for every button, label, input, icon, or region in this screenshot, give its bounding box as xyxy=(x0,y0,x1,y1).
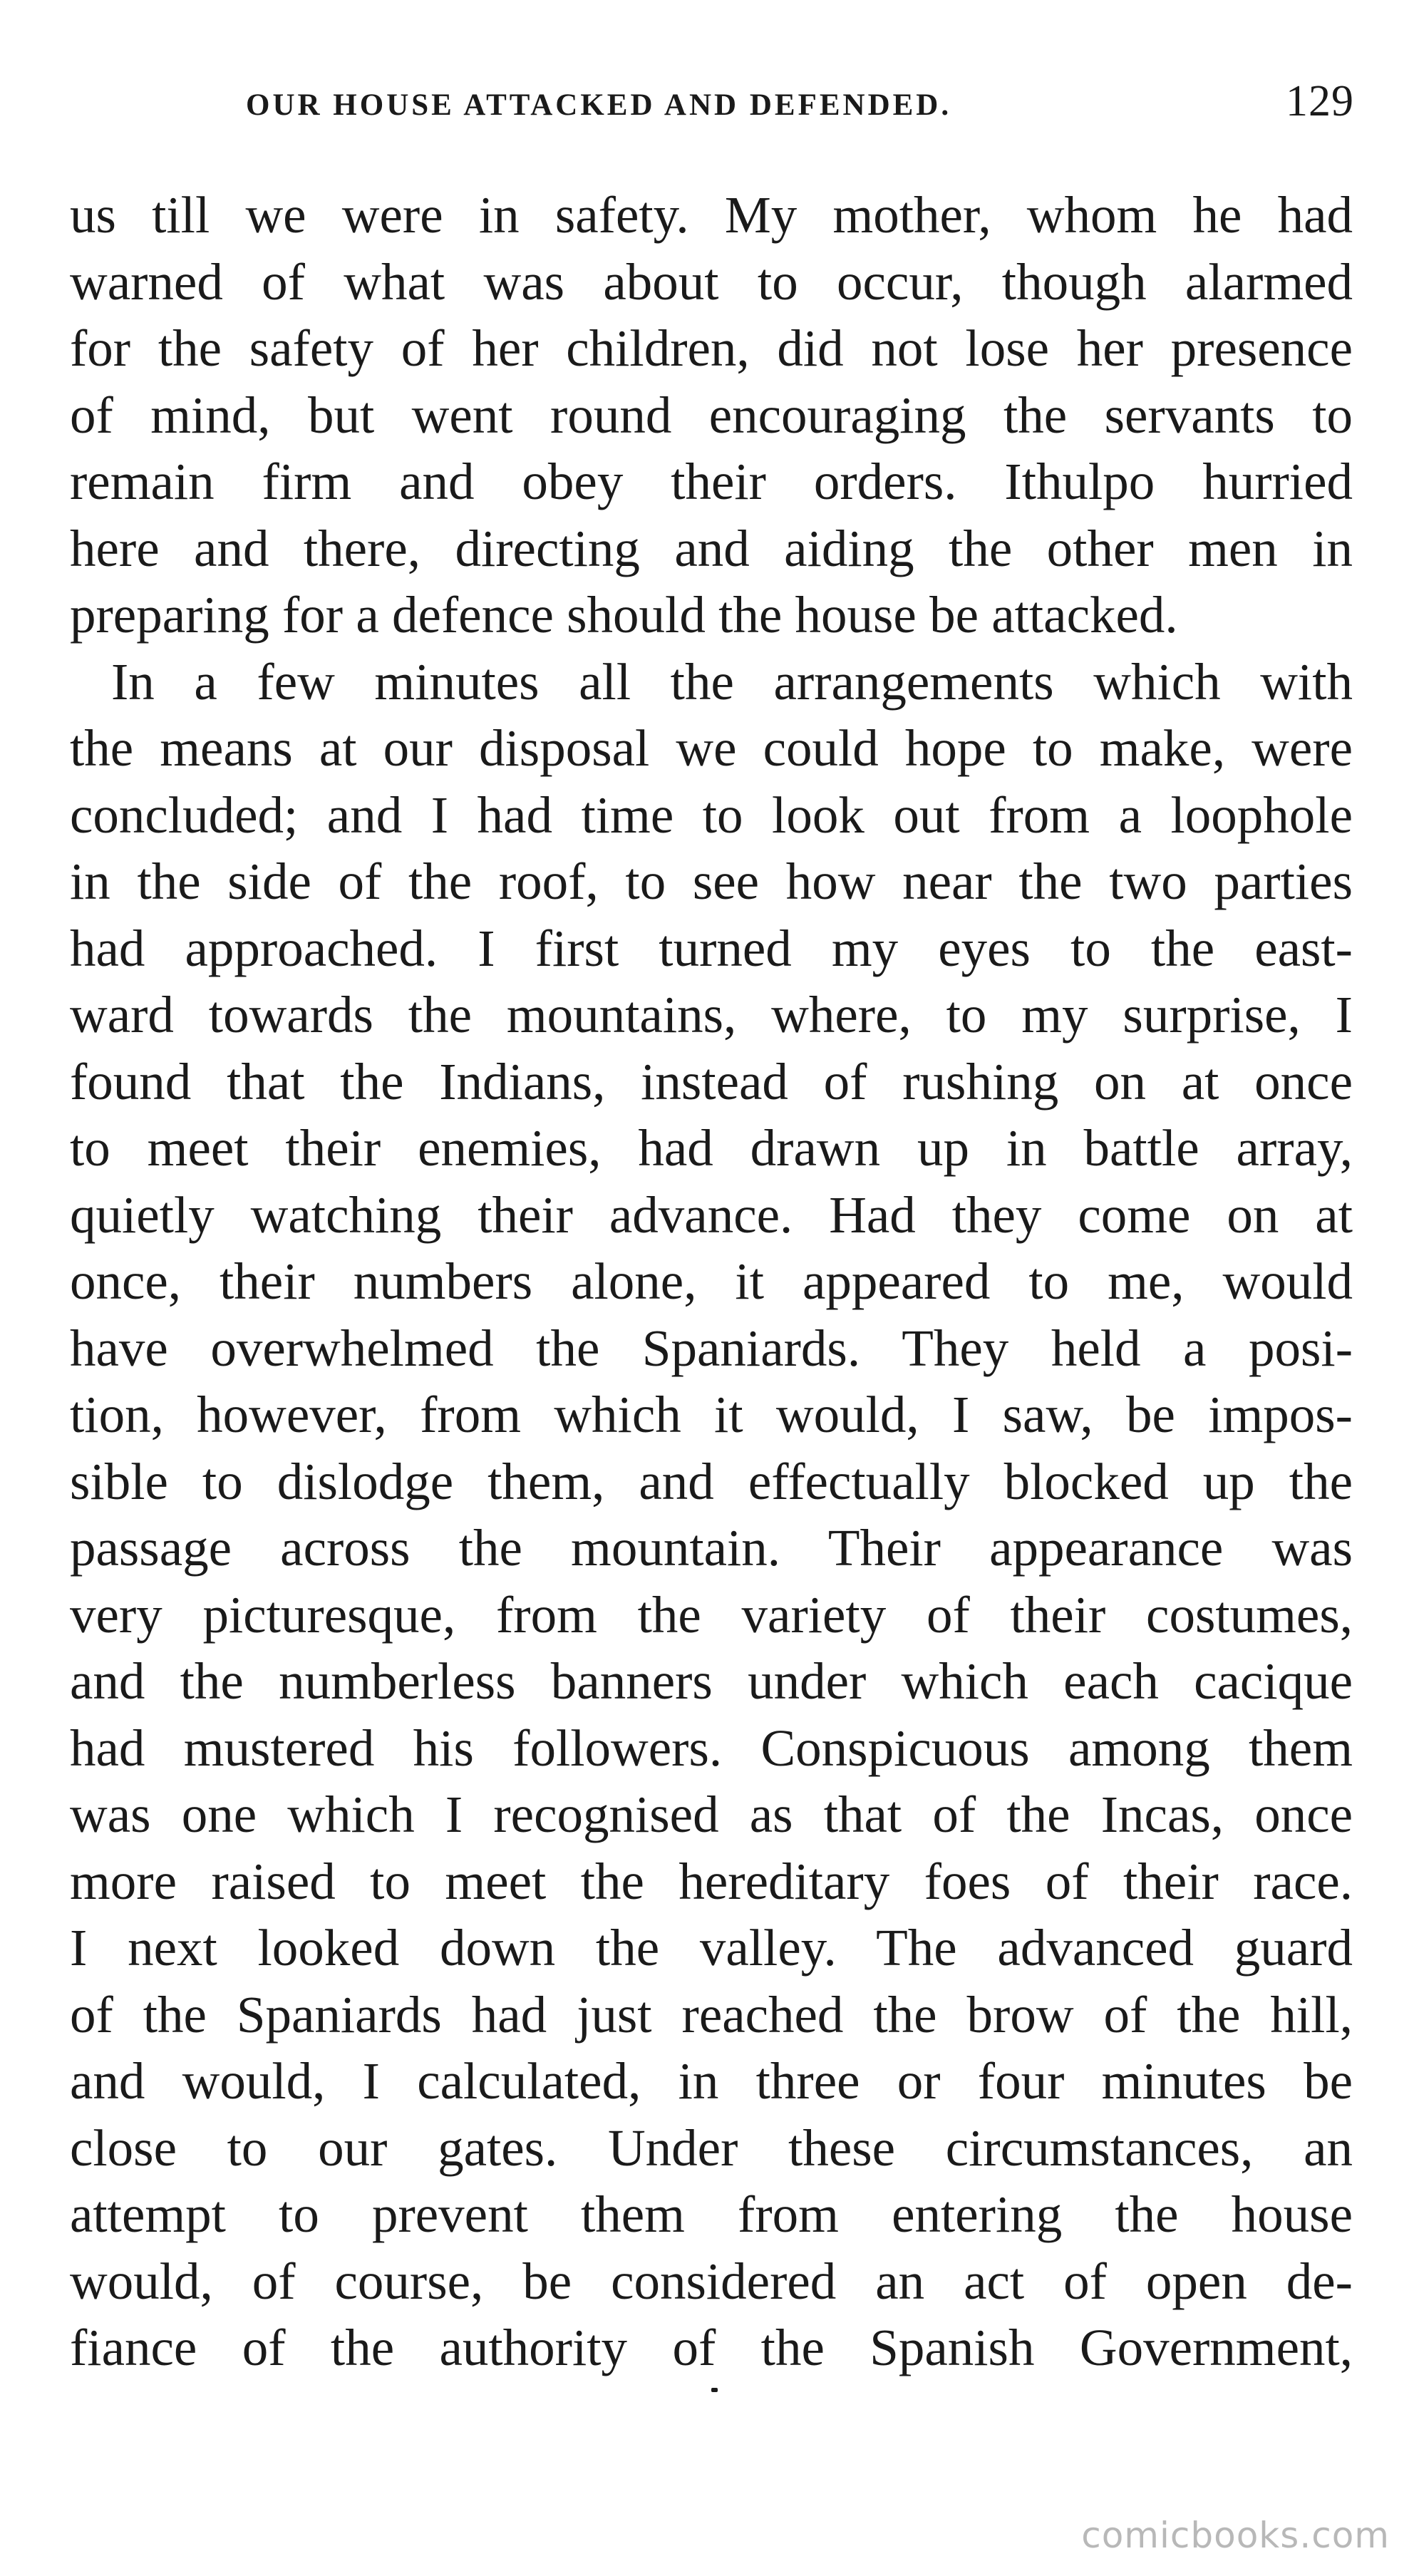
text-line: the means at our disposal we could hope to make, were xyxy=(70,719,1353,777)
text-line: tion, however, from which it would, I saw, be impos- xyxy=(70,1386,1353,1443)
text-line: ward towards the mountains, where, to my surprise, I xyxy=(70,986,1353,1044)
text-line: once, their numbers alone, it appeared to me, would xyxy=(70,1252,1353,1310)
text-line: very picturesque, from the variety of their costumes, xyxy=(70,1585,1353,1644)
text-line: in the side of the roof, to see how near the two parties xyxy=(70,852,1353,910)
text-line: concluded; and I had time to look out from a loophole xyxy=(70,785,1353,844)
text-line: for the safety of her children, did not lose her presence xyxy=(70,319,1353,377)
text-line: had approached. I first turned my eyes to the east- xyxy=(70,919,1353,977)
text-line: In a few minutes all the arrangements which with xyxy=(111,652,1353,711)
paragraph-1 xyxy=(70,182,1353,649)
text-line: and the numberless banners under which each cacique xyxy=(70,1652,1353,1710)
text-line: close to our gates. Under these circumstances, an xyxy=(70,2118,1353,2177)
text-line: and would, I calculated, in three or four minutes be xyxy=(70,2052,1353,2110)
text-line: of mind, but went round encouraging the servants to xyxy=(70,386,1353,444)
text-line: sible to dislodge them, and effectually blocked up the xyxy=(70,1452,1353,1510)
text-line: was one which I recognised as that of the Incas, once xyxy=(70,1786,1353,1843)
text-line: would, of course, be considered an act of open de- xyxy=(70,2252,1353,2310)
text-line: fiance of the authority of the Spanish Government, xyxy=(70,2319,1353,2376)
ink-speck xyxy=(711,2388,718,2392)
text-line: remain firm and obey their orders. Ithulpo hurried xyxy=(70,453,1353,510)
text-line: more raised to meet the hereditary foes of their race. xyxy=(70,1852,1353,1910)
text-line: I next looked down the valley. The advanced guard xyxy=(70,1919,1353,1977)
watermark: comicbooks.com xyxy=(1081,2515,1390,2556)
text-line: had mustered his followers. Conspicuous among them xyxy=(70,1719,1353,1777)
text-line: warned of what was about to occur, though alarmed xyxy=(70,252,1353,311)
body-text xyxy=(70,182,1353,2381)
running-header xyxy=(246,77,1354,134)
text-line: to meet their enemies, had drawn up in battle array, xyxy=(70,1119,1353,1177)
running-title: OUR HOUSE ATTACKED AND DEFENDED. xyxy=(246,88,952,122)
text-line: quietly watching their advance. Had they come on at xyxy=(70,1185,1353,1244)
text-line: here and there, directing and aiding the other men in xyxy=(70,519,1353,577)
page-number: 129 xyxy=(1286,77,1354,125)
text-line: passage across the mountain. Their appearance was xyxy=(70,1519,1353,1577)
text-line: preparing for a defence should the house be attacked. xyxy=(70,586,1178,644)
paragraph-2 xyxy=(70,649,1353,2381)
text-line: attempt to prevent them from entering the house xyxy=(70,2185,1353,2243)
text-line: us till we were in safety. My mother, whom he had xyxy=(70,186,1353,244)
text-line: found that the Indians, instead of rushing on at once xyxy=(70,1052,1353,1111)
text-line: have overwhelmed the Spaniards. They held a posi- xyxy=(70,1319,1353,1377)
text-line: of the Spaniards had just reached the brow of the hill, xyxy=(70,1985,1353,2044)
